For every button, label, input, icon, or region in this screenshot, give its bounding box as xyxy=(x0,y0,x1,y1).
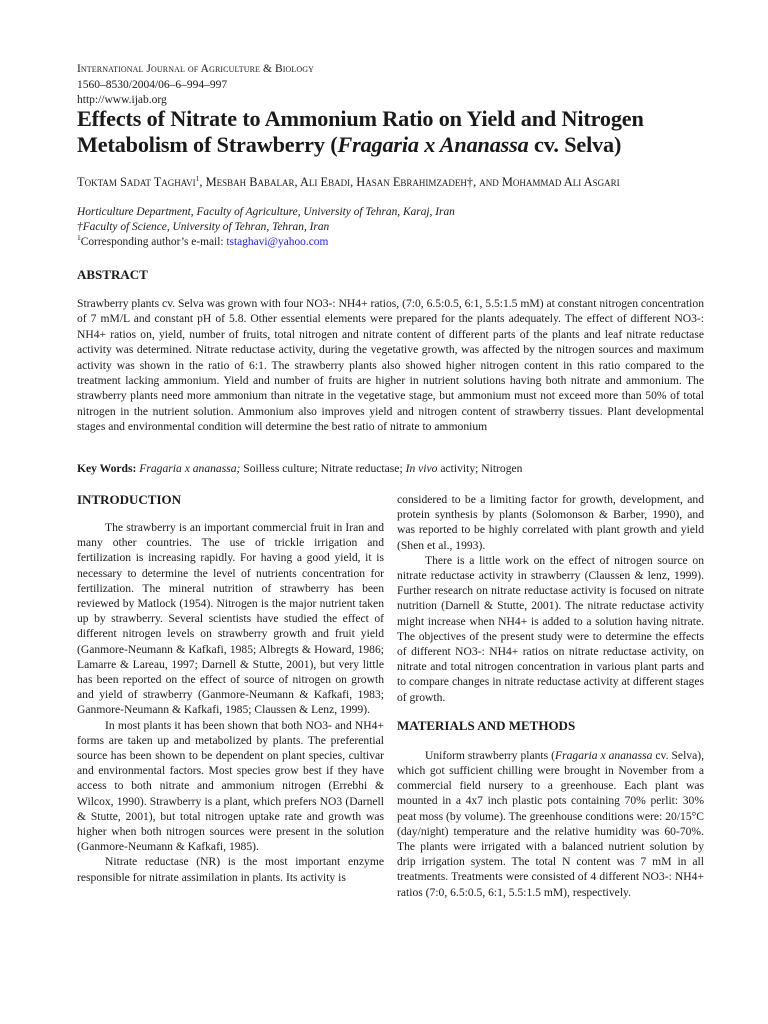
abstract-heading: ABSTRACT xyxy=(77,267,148,282)
affiliation-2: †Faculty of Science, University of Tehran, Tehran, Iran xyxy=(77,221,330,233)
journal-name: International Journal of Agriculture & Biology xyxy=(77,63,315,75)
column-right xyxy=(397,492,704,900)
keywords: Key Words: Fragaria x ananassa; Soilless culture; Nitrate reductase; In vivo activity; Nitrogen xyxy=(77,462,523,475)
intro-paragraph-5: There is a little work on the effect of nitrogen source on nitrate reductase activity in strawberry (Claussen & lenz, 1999). Further research on nitrate reductase activity is focused on nitrate nutrition (Darnell & Stutte, 2001). The nitrate reductase activity might increase when NH4+ is added to a solution having nitrate. The objectives of the present study were to determine the effects of different NO3-: NH4+ ratios on nitrate reductase activity, on nitrate and total nitrogen concentration in various plant parts and to compare changes in nitrate reductase activity at different stages of growth. xyxy=(397,553,704,704)
issn: 1560–8530/2004/06–6–994–997 xyxy=(77,79,228,91)
corresponding-author: $^1$Corresponding author’s e-mail: tstaghavi@yahoo.com xyxy=(77,233,329,248)
paper-title: Effects of Nitrate to Ammonium Ratio on Yield and Nitrogen Metabolism of Strawberry (Fragaria x Ananassa cv. Selva) xyxy=(77,106,644,157)
email-link[interactable]: tstaghavi@yahoo.com xyxy=(226,236,329,248)
intro-paragraph-4: considered to be a limiting factor for growth, development, and protein synthesis by plants (Solomonson & Barber, 1990), and was reported to be highly correlated with plant growth and yield (Shen et al., 1993). xyxy=(397,493,704,552)
journal-url[interactable]: http://www.ijab.org xyxy=(77,94,167,106)
introduction-heading: INTRODUCTION xyxy=(77,492,182,507)
affiliation-1: Horticulture Department, Faculty of Agriculture, University of Tehran, Karaj, Iran xyxy=(77,206,455,218)
author-list: Toktam Sadat Taghavi$^1$, Mesbah Babalar, Ali Ebadi, Hasan Ebrahimzadeh†, and Mohammad Ali Asgari xyxy=(77,173,620,189)
intro-paragraph-2: In most plants it has been shown that both NO3- and NH4+ forms are taken up and metabolized by plants. The preferential source has been shown to be dependent on plant species, cultivar and environmental factors. Most species grow best if they have access to both nitrate and ammonium nitrogen (Errebhi & Wilcox, 1990). Strawberry is a plant, which prefers NO3 (Darnell & Stutte, 2001), but total nitrogen uptake rate and growth was higher when both nitrogen sources were present in the solution (Ganmore-Neumann & Kafkafi, 1985). xyxy=(77,718,384,854)
column-left xyxy=(77,492,384,885)
abstract-text: Strawberry plants cv. Selva was grown with four NO3-: NH4+ ratios, (7:0, 6.5:0.5, 6:1, 5.5:1.5 mM) at constant nitrogen concentration of 7 mM/L and constant pH of 5.8. Other essential elements were prepared for the plants adequately. The effect of different NO3-: NH4+ ratios on, yield, number of fruits, total nitrogen and nitrate content of different parts of the plants and leaf nitrate reductase activity was determined. Nitrate reductase activity, during the vegetative growth, was affected by the nitrogen sources and maximum activity was shown in the ratio of 6:1. The strawberry plants also showed higher nitrogen content in this ratio compared to the treatment lacking ammonium. Yield and number of fruits are higher in nutrient solutions having both nitrate and ammonium. The strawberry plants need more ammonium than nitrate in the vegetative stage, but ammonium must not exceed more than 50% of total nitrogen in the nutrient solution. Ammonium also improves yield and nitrogen content of strawberry tissues. Plant developmental stages and environmental condition will determine the best ratio of nitrate to ammonium xyxy=(77,297,704,434)
intro-paragraph-3: Nitrate reductase (NR) is the most important enzyme responsible for nitrate assimilation in plants. Its activity is xyxy=(77,855,384,884)
methods-heading: MATERIALS AND METHODS xyxy=(397,717,576,733)
intro-paragraph-1: The strawberry is an important commercial fruit in Iran and many other countries. The use of trickle irrigation and fertilization is increasing rapidly. For having a good yield, it is necessary to determine the level of nutrients concentration for fertilization. The mineral nutrition of strawberry has been reviewed by Matlock (1954). Nitrogen is the major nutrient taken up by strawberry. Several scientists have studied the effect of different nitrogen levels on strawberry growth and fruit yield (Ganmore-Neumann & Kafkafi, 1985; Albregts & Howard, 1986; Lamarre & Lareau, 1997; Darnell & Stutte, 2001), but very little has been reported on the effect of source of nitrogen on growth and yield of strawberry (Ganmore-Neumann & Kafkafi, 1983; Ganmore-Neumann & Kafkafi, 1985; Claussen & Lenz, 1999). xyxy=(77,521,384,717)
methods-paragraph-1: Uniform strawberry plants (Fragaria x ananassa cv. Selva), which got sufficient chilling were brought in November from a commercial field nursery to a greenhouse. Each plant was mounted in a 4x7 inch plastic pots containing 70% perlit: 30% peat moss (by volume). The greenhouse conditions were: 20/15°C (day/night) temperature and the relative humidity was 60-70%. The plants were irrigated with a balanced nutrient solution by drip irrigation system. The total N content was 7 mM in all treatments. Treatments were consisted of 4 different NO3-: NH4+ ratios (7:0, 6.5:0.5, 6:1, 5.5:1.5 mM), respectively. xyxy=(397,748,704,899)
